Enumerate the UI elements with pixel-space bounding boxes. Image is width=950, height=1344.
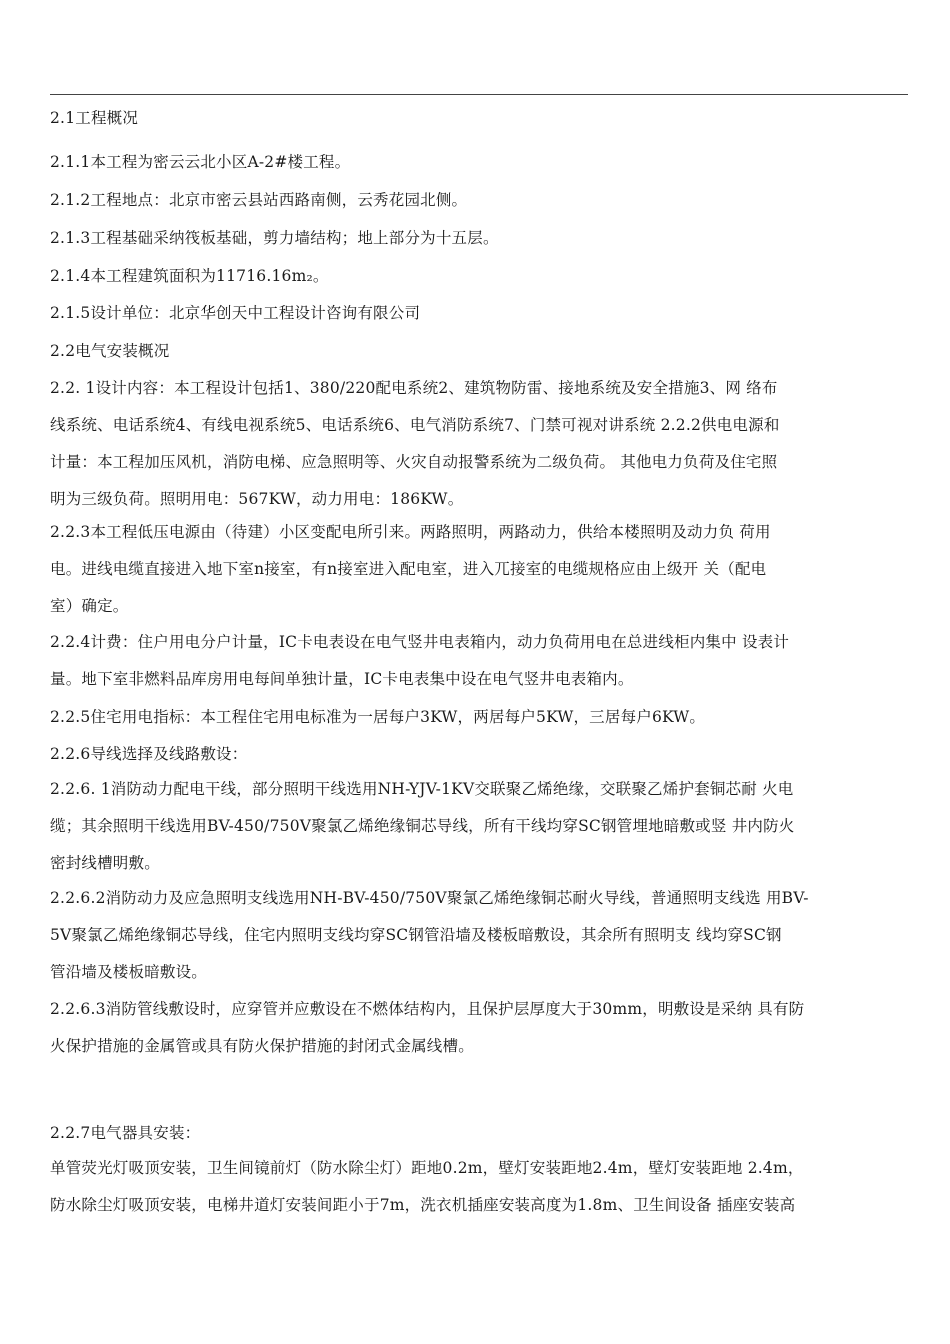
item-2-2-6-1-line: 缆；其余照明干线选用BV-450/750V聚氯乙烯绝缘铜芯导线，所有干线均穿SC钢管埋地暗敷或竖 井内防火 (50, 817, 795, 835)
section-2-2-title: 2.2电气安装概况 (50, 342, 170, 360)
item-2-2-1-line: 计量：本工程加压风机，消防电梯、应急照明等、火灾自动报警系统为二级负荷。 其他电力负荷及住宅照 (50, 453, 778, 471)
item-2-2-3-line: 电。进线电缆直接进入地下室n接室，有n接室进入配电室，进入兀接室的电缆规格应由上级开 关（配电 (50, 560, 767, 578)
item-2-2-3-line: 2.2.3本工程低压电源由（待建）小区变配电所引来。两路照明，两路动力，供给本楼照明及动力负 荷用 (50, 523, 771, 541)
item-2-2-4 (50, 624, 908, 698)
item-2-2-1-line: 2.2. 1设计内容：本工程设计包括1、380/220配电系统2、建筑物防雷、接地系统及安全措施3、网 络布 (50, 379, 778, 397)
item-2-2-6-1 (50, 771, 908, 882)
item-2-2-1-line: 线系统、电话系统4、有线电视系统5、电话系统6、电气消防系统7、门禁可视对讲系统 2.2.2供电电源和 (50, 416, 780, 434)
item-2-2-7-line: 防水除尘灯吸顶安装，电梯井道灯安装间距小于7m，洗衣机插座安装高度为1.8m、卫生间设备 插座安装高 (50, 1196, 796, 1214)
item-2-1-2: 2.1.2工程地点：北京市密云县站西路南侧，云秀花园北侧。 (50, 191, 468, 209)
item-2-2-6-3-line: 火保护措施的金属管或具有防火保护措施的封闭式金属线槽。 (50, 1037, 474, 1055)
item-2-1-4: 2.1.4本工程建筑面积为11716.16m₂。 (50, 267, 329, 285)
item-2-1-5: 2.1.5设计单位：北京华创天中工程设计咨询有限公司 (50, 304, 421, 322)
item-2-1-1: 2.1.1本工程为密云云北小区A-2#楼工程。 (50, 153, 351, 171)
section-2-1-title: 2.1工程概况 (50, 109, 139, 127)
item-2-2-6-1-line: 密封线槽明敷。 (50, 854, 160, 872)
item-2-2-7 (50, 1150, 908, 1224)
item-2-2-1 (50, 370, 908, 518)
item-2-2-6-2-line: 管沿墙及楼板暗敷设。 (50, 963, 208, 981)
item-2-1-3: 2.1.3工程基础采纳筏板基础，剪力墙结构；地上部分为十五层。 (50, 229, 499, 247)
item-2-2-3-line: 室）确定。 (50, 597, 129, 615)
section-2-2-7-title: 2.2.7电气器具安装： (50, 1124, 201, 1142)
item-2-2-5: 2.2.5住宅用电指标：本工程住宅用电标准为一居每户3KW，两居每户5KW，三居每户6KW。 (50, 708, 706, 726)
item-2-2-6-1-line: 2.2.6. 1消防动力配电干线，部分照明干线选用NH-YJV-1KV交联聚乙烯绝缘，交联聚乙烯护套铜芯耐 火电 (50, 780, 794, 798)
header-rule (50, 94, 908, 95)
item-2-2-4-line: 2.2.4计费：住户用电分户计量，IC卡电表设在电气竖井电表箱内，动力负荷用电在总进线柜内集中 设表计 (50, 633, 790, 651)
item-2-2-4-line: 量。地下室非燃料品库房用电每间单独计量，IC卡电表集中设在电气竖井电表箱内。 (50, 670, 634, 688)
item-2-2-6-2 (50, 880, 908, 991)
item-2-2-6-2-line: 5V聚氯乙烯绝缘铜芯导线，住宅内照明支线均穿SC钢管沿墙及楼板暗敷设，其余所有照明支 线均穿SC钢 (50, 926, 782, 944)
item-2-2-6-3-line: 2.2.6.3消防管线敷设时，应穿管并应敷设在不燃体结构内，且保护层厚度大于30mm，明敷设是采纳 具有防 (50, 1000, 805, 1018)
item-2-2-7-line: 单管荧光灯吸顶安装，卫生间镜前灯（防水除尘灯）距地0.2m，壁灯安装距地2.4m，壁灯安装距地 2.4m， (50, 1159, 804, 1177)
section-2-2-6-title: 2.2.6导线选择及线路敷设： (50, 745, 248, 763)
item-2-2-3 (50, 514, 908, 625)
item-2-2-1-line: 明为三级负荷。照明用电：567KW，动力用电：186KW。 (50, 490, 464, 508)
item-2-2-6-3 (50, 991, 908, 1065)
item-2-2-6-2-line: 2.2.6.2消防动力及应急照明支线选用NH-BV-450/750V聚氯乙烯绝缘铜芯耐火导线，普通照明支线选 用BV- (50, 889, 809, 907)
